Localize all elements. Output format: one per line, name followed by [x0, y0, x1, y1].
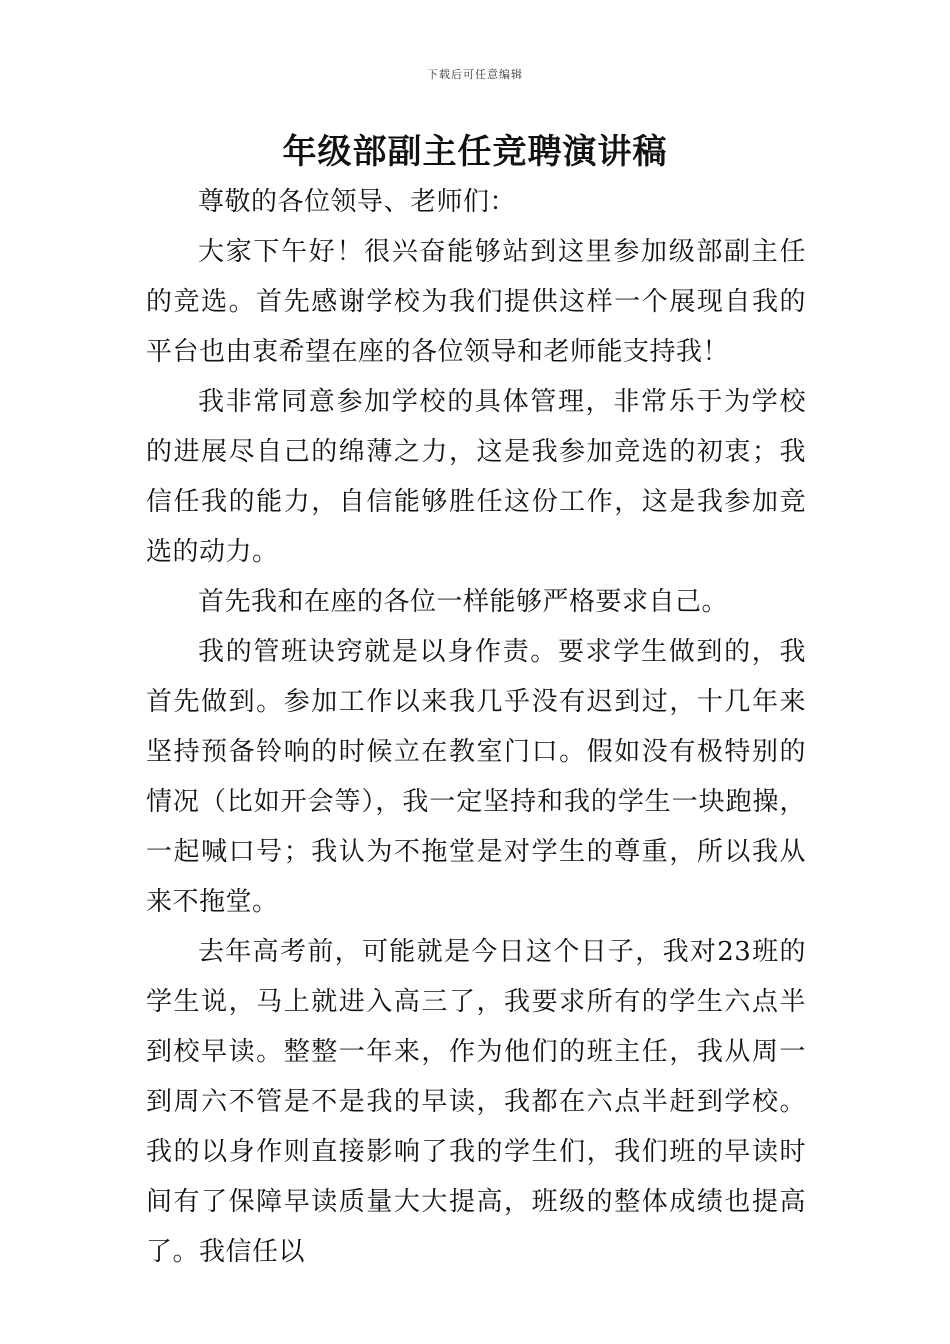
- paragraph-lead-by-example: 我的管班诀窍就是以身作责。要求学生做到的，我首先做到。参加工作以来我几乎没有迟到过，十几年来坚持预备铃响的时候立在教室门口。假如没有极特别的情况（比如开会等），我一定坚持和我的学生一块跑操，一起喊口号；我认为不拖堂是对学生的尊重，所以我从来不拖堂。: [146, 637, 806, 917]
- header-note: 下载后可任意编辑: [427, 68, 523, 81]
- document-body: [146, 177, 806, 1277]
- paragraph-greeting: 大家下午好！很兴奋能够站到这里参加级部副主任的竞选。首先感谢学校为我们提供这样一个展现自我的平台也由衷希望在座的各位领导和老师能支持我！: [146, 237, 806, 367]
- paragraph-self-discipline: 首先我和在座的各位一样能够严格要求自己。: [198, 587, 729, 617]
- paragraph-motivation: 我非常同意参加学校的具体管理，非常乐于为学校的进展尽自己的绵薄之力，这是我参加竞选的初衷；我信任我的能力，自信能够胜任这份工作，这是我参加竞选的动力。: [146, 387, 806, 567]
- paragraph-salutation: 尊敬的各位领导、老师们：: [198, 187, 517, 217]
- paragraph-last-year: 去年高考前，可能就是今日这个日子，我对23班的学生说，马上就进入高三了，我要求所有的学生六点半到校早读。整整一年来，作为他们的班主任，我从周一到周六不管是不是我的早读，我都在六点半赶到学校。我的以身作则直接影响了我的学生们，我们班的早读时间有了保障早读质量大大提高，班级的整体成绩也提高了。我信任以: [146, 937, 806, 1267]
- document-title: 年级部副主任竞聘演讲稿: [282, 132, 668, 172]
